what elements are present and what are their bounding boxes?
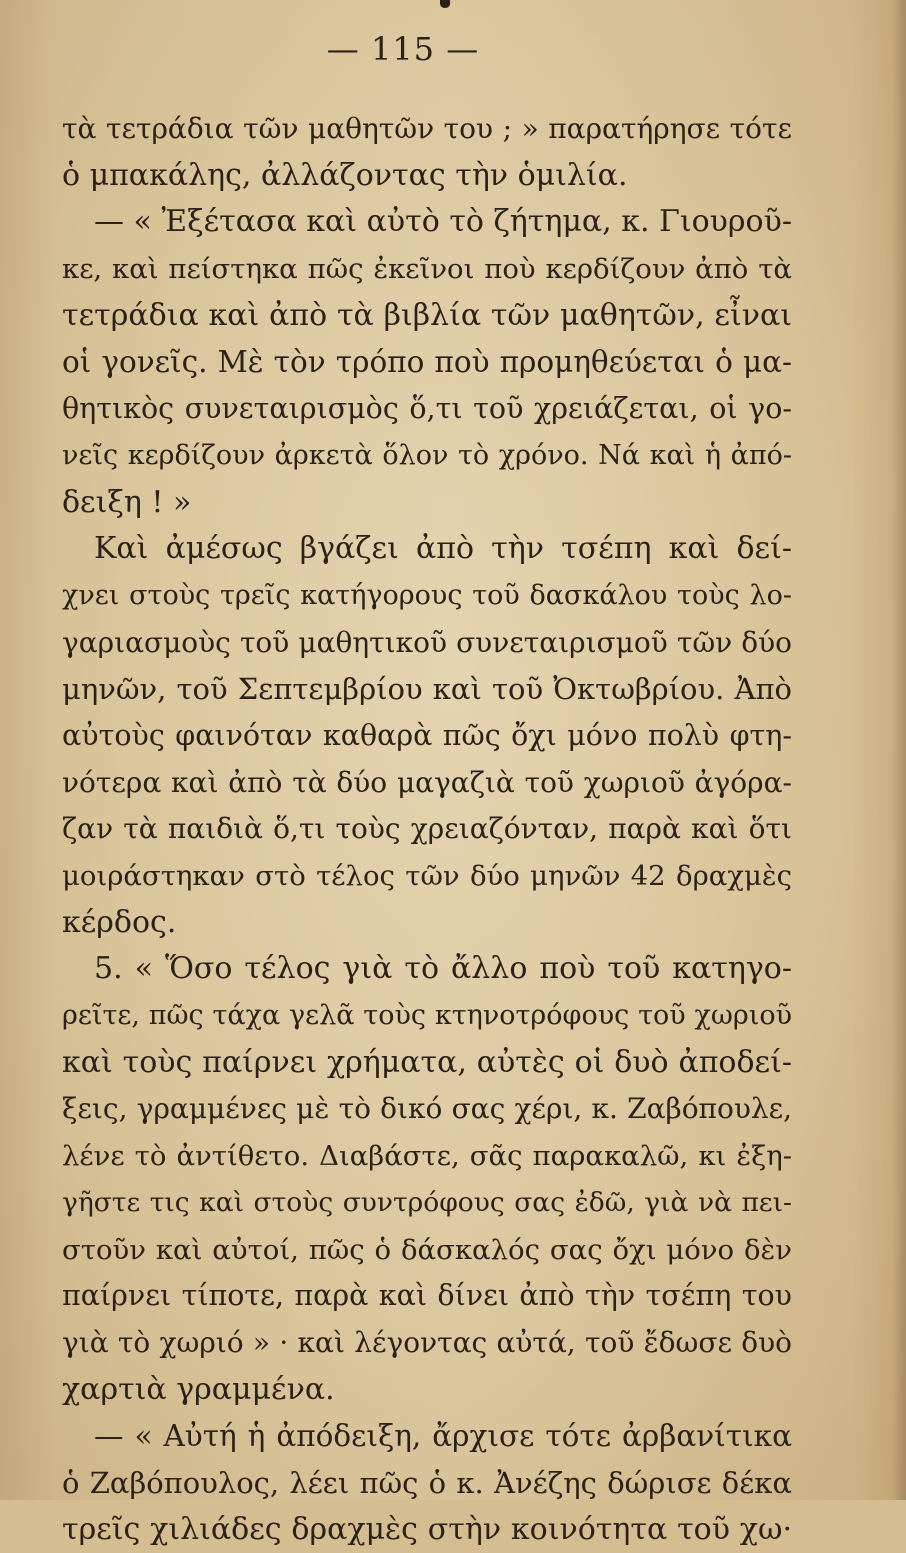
text-line: χαρτιὰ γραμμένα. <box>62 1371 335 1407</box>
text-line: θητικὸς συνεταιρισμὸς ὅ,τι τοῦ χρειάζεται, οἱ γο- <box>62 392 792 426</box>
text-line: Καὶ ἀμέσως βγάζει ἀπὸ τὴν τσέπη καὶ δεί- <box>94 531 792 567</box>
ink-speck <box>440 0 450 8</box>
text-line: στοῦν καὶ αὐτοί, πῶς ὁ δάσκαλός σας ὄχι μόνο δὲν <box>62 1233 792 1266</box>
text-line: μηνῶν, τοῦ Σεπτεμβρίου καὶ τοῦ Ὀκτωβρίου. Ἀπὸ <box>62 672 792 707</box>
text-line: καὶ τοὺς παίρνει χρήματα, αὐτὲς οἱ δυὸ ἀποδεί- <box>62 1044 792 1080</box>
text-line: νεῖς κερδίζουν ἀρκετὰ ὅλον τὸ χρόνο. Νά καὶ ἡ ἀπό- <box>62 439 792 471</box>
text-line: — « Αὐτή ἡ ἀπόδειξη, ἄρχισε τότε ἀρβανίτικα <box>94 1419 792 1454</box>
text-line: γιὰ τὸ χωριό » · καὶ λέγοντας αὐτά, τοῦ ἔδωσε δυὸ <box>62 1325 792 1359</box>
text-line: μοιράστηκαν στὸ τέλος τῶν δύο μηνῶν 42 δραχμὲς <box>62 860 792 892</box>
text-line: νότερα καὶ ἀπὸ τὰ δύο μαγαζιὰ τοῦ χωριοῦ ἀγόρα- <box>62 765 792 799</box>
text-line: ρεῖτε, πῶς τάχα γελᾶ τοὺς κτηνοτρόφους τοῦ χωριοῦ <box>62 1000 792 1032</box>
text-line: λένε τὸ ἀντίθετο. Διαβάστε, σᾶς παρακαλῶ, κι ἐξη- <box>62 1140 792 1173</box>
text-line: ὁ μπακάλης, ἀλλάζοντας τὴν ὁμιλία. <box>62 157 628 193</box>
text-line: γαριασμοὺς τοῦ μαθητικοῦ συνεταιρισμοῦ τῶν δύο <box>62 625 792 659</box>
text-line: τὰ τετράδια τῶν μαθητῶν του ; » παρατήρησε τότε <box>62 112 792 145</box>
page-edge-shadow <box>892 0 906 1500</box>
text-line: παίρνει τίποτε, παρὰ καὶ δίνει ἀπὸ τὴν τσέπη του <box>62 1279 792 1313</box>
text-line: γῆστε τις καὶ στοὺς συντρόφους σας ἐδῶ, γιὰ νὰ πει- <box>62 1186 792 1218</box>
text-line: — « Ἐξέτασα καὶ αὐτὸ τὸ ζήτημα, κ. Γιουροῦ- <box>94 204 792 240</box>
text-line: 5. « Ὅσο τέλος γιὰ τὸ ἄλλο ποὺ τοῦ κατηγο- <box>94 951 792 987</box>
text-line: κέρδος. <box>62 904 177 940</box>
text-line: ζαν τὰ παιδιὰ ὅ,τι τοὺς χρειαζόνταν, παρὰ καὶ ὅτι <box>62 812 792 846</box>
text-line: χνει στοὺς τρεῖς κατήγορους τοῦ δασκάλου τοὺς λο- <box>62 579 792 611</box>
text-line: κε, καὶ πείστηκα πῶς ἐκεῖνοι ποὺ κερδίζουν ἀπὸ τὰ <box>62 253 792 286</box>
text-line: δειξη ! » <box>62 484 192 520</box>
page-number: — 115 — <box>326 30 480 68</box>
text-line: οἱ γονεῖς. Μὲ τὸν τρόπο ποὺ προμηθεύεται ὁ μα- <box>62 345 792 380</box>
text-line: ὁ Ζαβόπουλος, λέει πῶς ὁ κ. Ἀνέζης δώρισε δέκα <box>62 1465 792 1500</box>
text-line: τετράδια καὶ ἀπὸ τὰ βιβλία τῶν μαθητῶν, εἶναι <box>62 297 792 333</box>
text-line: τρεῖς χιλιάδες δραχμὲς στὴν κοινότητα τοῦ χω· <box>62 1511 792 1547</box>
body-text <box>62 106 792 1553</box>
text-line: ξεις, γραμμένες μὲ τὸ δικό σας χέρι, κ. Ζαβόπουλε, <box>62 1092 792 1126</box>
text-line: αὐτοὺς φαινόταν καθαρὰ πῶς ὄχι μόνο πολὺ φτη- <box>62 718 792 752</box>
